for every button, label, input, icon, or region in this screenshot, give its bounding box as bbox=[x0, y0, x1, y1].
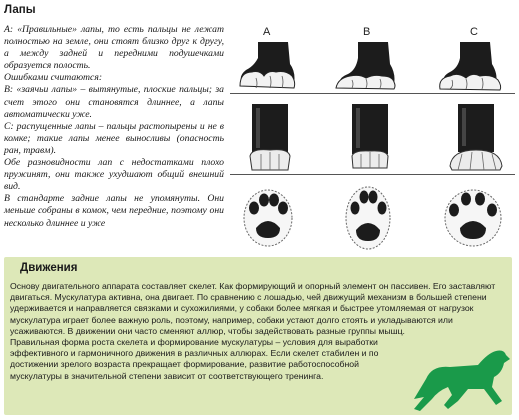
paragraph-both-faults: Обе разновидности лап с недостатками плохо пружинят, они также ухудшают общий внешний вид. bbox=[4, 157, 224, 193]
paw-side-c-illustration bbox=[436, 42, 510, 92]
movement-paragraph-2: Правильная форма роста скелета и формирование мускулатуры – условия для выработки эффективного и гармоничного движения в различных аллюрах. Если скелет стабилен и по достижении зрелого возраста прекращает формирование, развитие работоспособной мускулатуры в значительной степени зависит от соответствующего тренинга. bbox=[10, 337, 379, 381]
running-dog-silhouette-icon bbox=[404, 339, 512, 413]
paw-side-a-illustration bbox=[234, 42, 304, 92]
paw-front-a-illustration bbox=[242, 104, 298, 174]
paw-sole-a-illustration bbox=[240, 186, 296, 248]
ground-line-1 bbox=[230, 93, 515, 94]
paw-illustrations bbox=[230, 22, 515, 257]
paw-front-c-illustration bbox=[446, 104, 506, 174]
paw-sole-c-illustration bbox=[442, 186, 504, 248]
paragraph-splayed-paws: С: распущенные лапы – пальцы растопырены и не в комке; такие лапы менее выносливы (опасность ран, травм). bbox=[4, 120, 224, 156]
paw-label-b: B bbox=[363, 26, 371, 38]
movement-title: Движения bbox=[20, 262, 78, 274]
paragraph-faults-intro: Ошибками считаются: bbox=[4, 72, 103, 84]
paragraph-hind-paws: В стандарте задние лапы не упомянуты. Они меньше собраны в комок, чем передние, поэтому они несколько длиннее и уже bbox=[4, 193, 224, 229]
paw-label-a: A bbox=[263, 26, 271, 38]
paw-side-b-illustration bbox=[334, 42, 404, 92]
movement-section bbox=[4, 257, 512, 415]
movement-paragraph-1: Основу двигательного аппарата составляет скелет. Как формирующий и опорный элемент он пассивен. Его заставляют двигаться. Мускулатура активна, она двигает. По сравнению с лошадью, чей движущий механизм в большей степени удерживается и направляется связками и сухожилиями, у собаки более мягкая и быстрее утомляемая от нагрузок мускулатура играет более важную роль, поэтому, например, собаки устают долго стоять и укладываются или усаживаются. В движении они часто сменяют аллюр, чтобы задействовать разные группы мышц. bbox=[10, 281, 496, 336]
paw-front-b-illustration bbox=[342, 104, 398, 174]
ground-line-2 bbox=[230, 174, 515, 175]
paw-sole-b-illustration bbox=[340, 184, 396, 250]
section-heading-paws: Лапы bbox=[4, 4, 36, 16]
paragraph-correct-paws: А: «Правильные» лапы, то есть пальцы не лежат полностью на земле, они стоят близко друг к другу, а между задней и передними подушечками образуется полость. bbox=[4, 24, 224, 72]
paragraph-hare-paws: В: «заячьи лапы» – вытянутые, плоские пальцы; за счет этого они становятся длиннее, а лапы автоматически уже. bbox=[4, 84, 224, 120]
paw-label-c: C bbox=[470, 26, 478, 38]
paws-description bbox=[4, 24, 224, 230]
